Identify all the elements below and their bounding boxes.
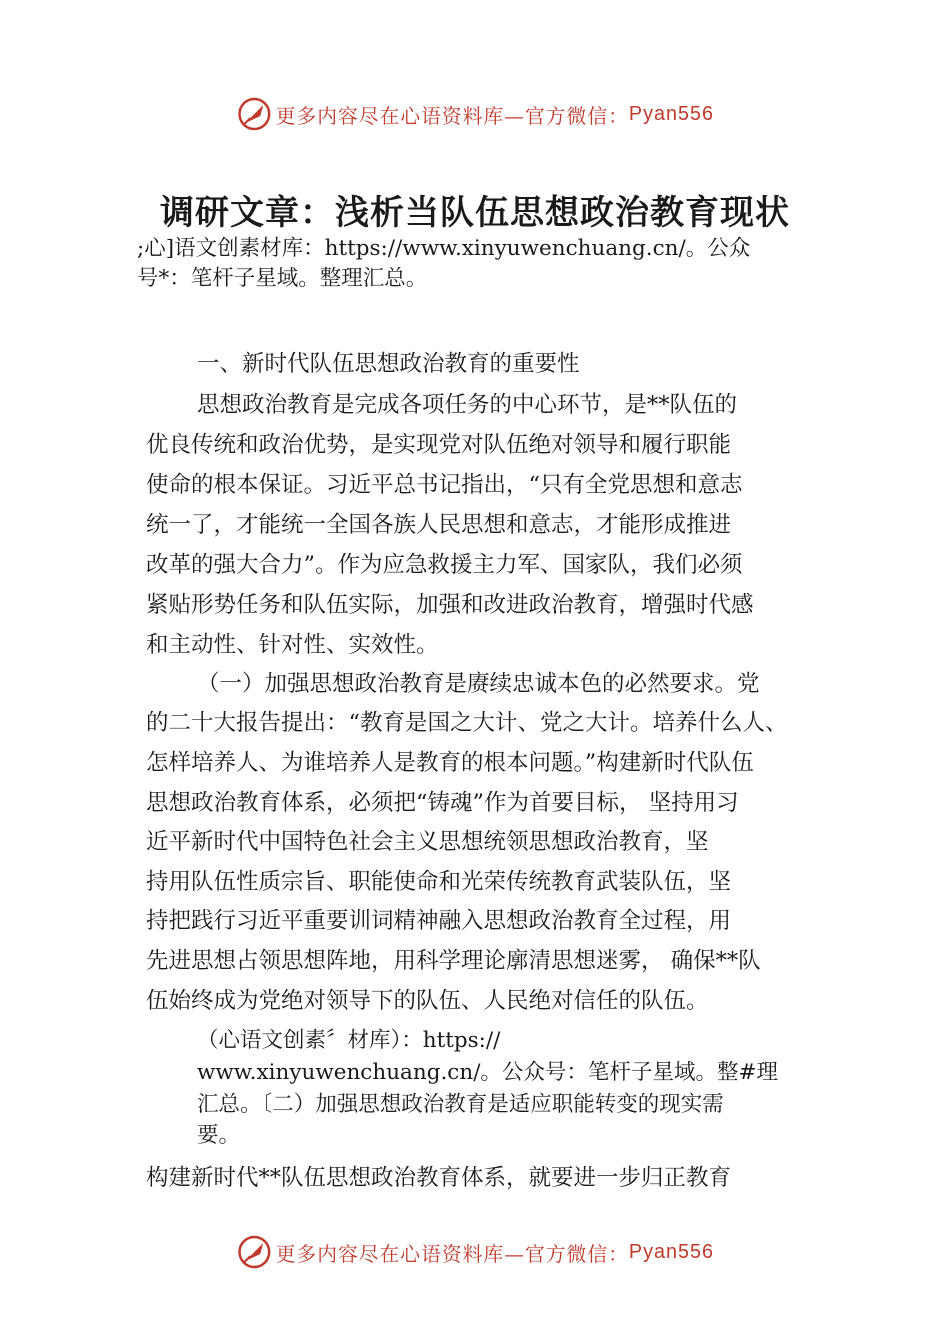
paragraph-line: 和主动性、针对性、实效性。 <box>146 632 439 658</box>
paragraph-line: 优良传统和政治优势，是实现党对队伍绝对领导和履行职能 <box>146 432 732 458</box>
watermark-banner-bottom <box>5 1230 945 1274</box>
paragraph-line: 统一了，才能统一全国各族人民思想和意志，才能形成推进 <box>146 512 732 538</box>
paragraph-line: 思想政治教育体系，必须把“铸魂”作为首要目标， 坚持用习 <box>146 790 739 816</box>
paragraph-line: 伍始终成为党绝对领导下的队伍、人民绝对信任的队伍。 <box>146 988 709 1014</box>
quill-logo-icon <box>236 96 272 132</box>
paragraph-line: （心语文创素〞材库）：https:// <box>197 1028 501 1053</box>
watermark-text: 更多内容尽在心语资料库—官方微信： <box>275 103 629 128</box>
paragraph-line: （一）加强思想政治教育是赓续忠诚本色的必然要求。党 <box>197 671 760 697</box>
paragraph-line: 的二十大报告提出：“教育是国之大计、党之大计。培养什么人、 <box>146 710 788 736</box>
paragraph-line: 先进思想占领思想阵地，用科学理论廓清思想迷雾， 确保**队 <box>146 948 761 974</box>
watermark-text: 更多内容尽在心语资料库—官方微信： <box>275 1241 629 1266</box>
paragraph-line: 使命的根本保证。习近平总书记指出，“只有全党思想和意志 <box>146 472 743 498</box>
watermark-wechat-id: Pyan556 <box>628 102 714 125</box>
paragraph-line: 汇总。〔二）加强思想政治教育是适应职能转变的现实需 <box>197 1092 724 1117</box>
section-heading: 一、新时代队伍思想政治教育的重要性 <box>197 351 580 377</box>
paragraph-line: 持用队伍性质宗旨、职能使命和光荣传统教育武装队伍，坚 <box>146 869 732 895</box>
source-line: ;心]语文创素材库：https://www.xinyuwenchuang.cn/。公众 <box>137 236 751 261</box>
paragraph-line: 要。 <box>197 1123 241 1148</box>
paragraph-line: 思想政治教育是完成各项任务的中心环节，是**队伍的 <box>197 392 738 418</box>
paragraph-line: www.xinyuwenchuang.cn/。公众号：笔杆子星域。整#理 <box>197 1060 778 1085</box>
quill-logo-icon <box>236 1234 272 1270</box>
paragraph-line: 怎样培养人、为谁培养人是教育的根本问题。”构建新时代队伍 <box>146 750 754 776</box>
paragraph-line: 构建新时代**队伍思想政治教育体系，就要进一步归正教育 <box>146 1165 732 1191</box>
paragraph-line: 改革的强大合力”。作为应急救援主力军、国家队，我们必须 <box>146 552 743 578</box>
paragraph-line: 持把践行习近平重要训词精神融入思想政治教育全过程，用 <box>146 908 732 934</box>
watermark-banner-top <box>5 92 945 136</box>
document-title: 调研文章：浅析当队伍思想政治教育现状 <box>160 193 790 233</box>
watermark-wechat-id: Pyan556 <box>628 1240 714 1263</box>
source-line: 号*：笔杆子星域。整理汇总。 <box>137 266 428 291</box>
paragraph-line: 近平新时代中国特色社会主义思想统领思想政治教育，坚 <box>146 829 709 855</box>
paragraph-line: 紧贴形势任务和队伍实际，加强和改进政治教育，增强时代感 <box>146 592 754 618</box>
